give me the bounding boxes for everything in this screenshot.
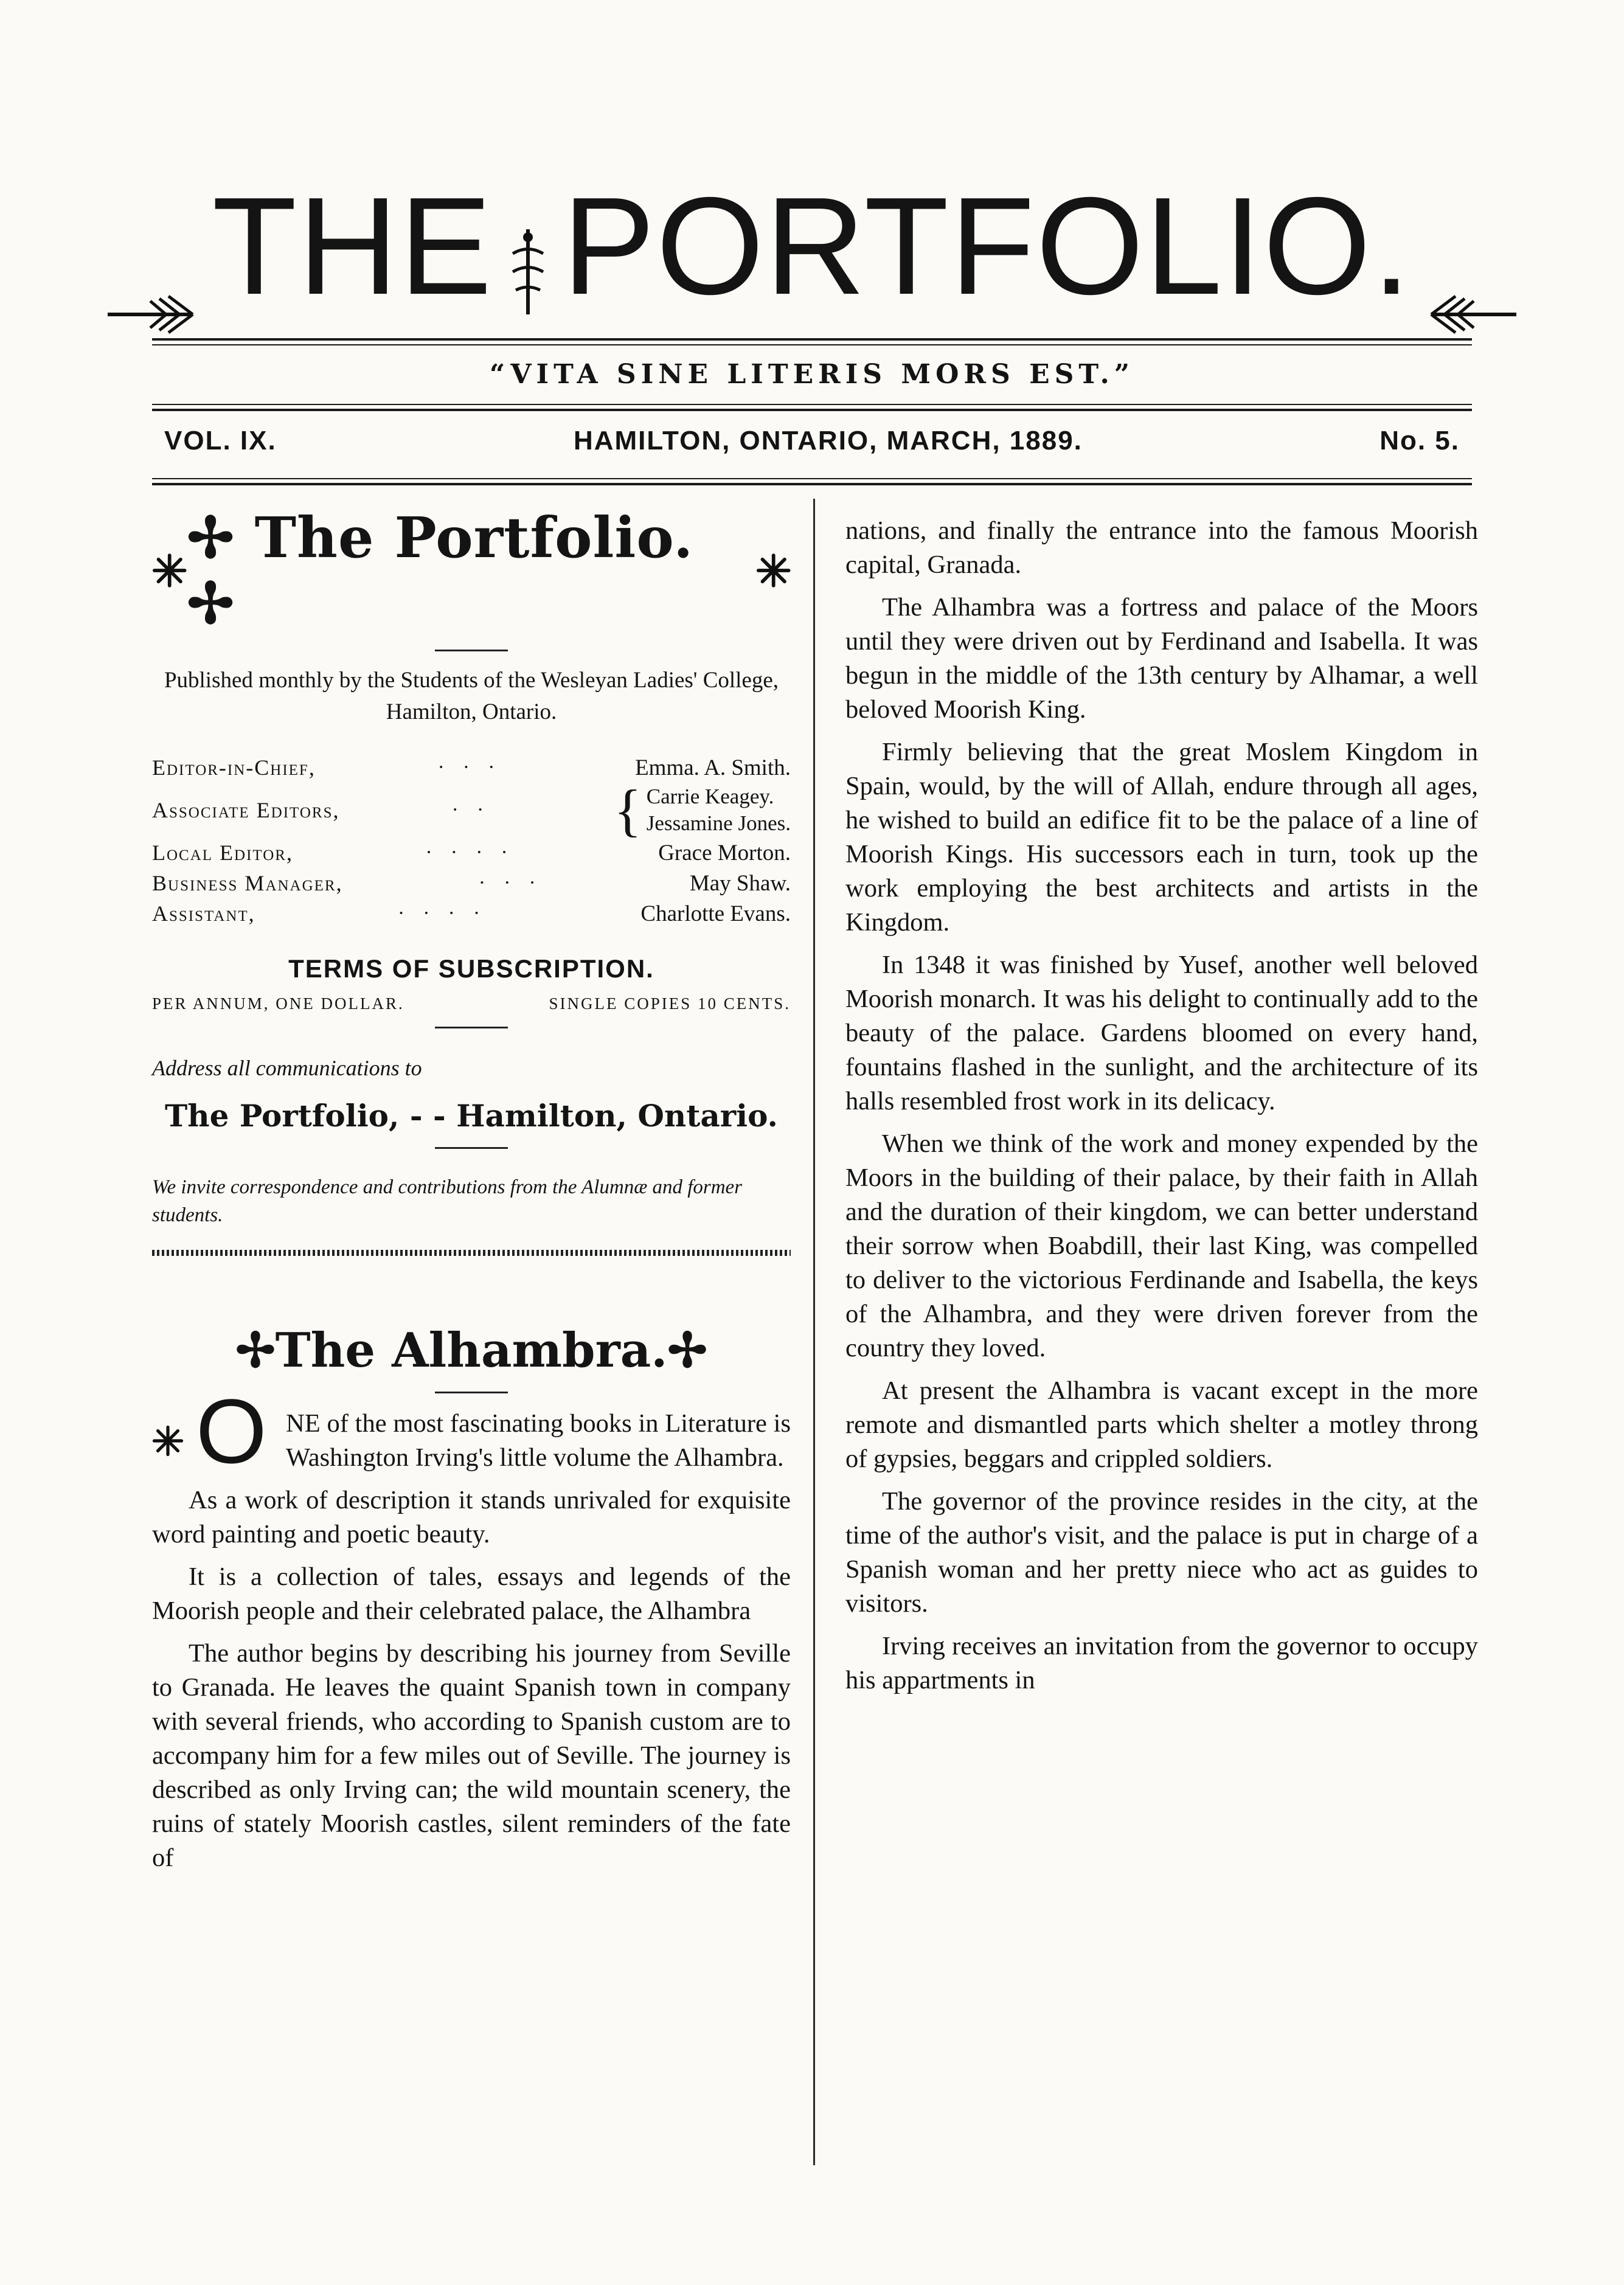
staff-row-editor: Editor-in-Chief, ··· Emma. A. Smith. [152, 755, 791, 780]
info-rule-thin [152, 478, 1472, 479]
staff-row-business: Business Manager, ··· May Shaw. [152, 870, 791, 896]
masthead-word-portfolio: PORTFOLIO. [562, 169, 1412, 324]
paragraph: As a work of description it stands unrivaled for exquisite word painting and poetic beauty. [152, 1486, 791, 1548]
motto-rule [152, 409, 1472, 411]
issue-number: No. 5. [1379, 426, 1460, 456]
paragraph: It is a collection of tales, essays and legends of the Moorish people and their celebrated palace, the Alhambra [152, 1562, 791, 1625]
info-block-title: ✢ The Portfolio. ✢ [187, 505, 694, 636]
staff-row-local: Local Editor, ···· Grace Morton. [152, 840, 791, 865]
paragraph: The author begins by describing his journey from Seville to Granada. He leaves the quaint Spanish town in company with several friends, who according to Spanish custom are to accompany him for a few miles out of Seville. The journey is described as only Irving can; the wild mountain scenery, the ruins of stately Moorish castles, silent reminders of the fate of [152, 1639, 791, 1872]
issue-info-line [164, 426, 1460, 456]
info-rule [152, 483, 1472, 485]
article-body-left [152, 1380, 791, 1875]
contact-line: The Portfolio, - - Hamilton, Ontario. [165, 1098, 778, 1134]
masthead-rule-top-thin [152, 344, 1472, 345]
paragraph: When we think of the work and money expended by the Moors in the building of their palace, by their faith in Allah and the duration of their kingdom, we can better understand their sorrow when Boabdill, their last King, was compelled to deliver to the victorious Ferdinande and Isabella, the keys of the Alhambra, and they were driven forever from the country they loved. [845, 1129, 1478, 1362]
masthead [152, 164, 1472, 328]
masthead-rule-top [152, 338, 1472, 341]
associate-editor-2: Jessamine Jones. [646, 811, 791, 835]
address-line: Address all communications to [152, 1056, 422, 1080]
motto: “VITA SINE LITERIS MORS EST.” [489, 359, 1135, 390]
article-title: ✢The Alhambra.✢ [235, 1323, 707, 1378]
volume-label: VOL. IX. [164, 426, 277, 456]
asterism-icon [152, 553, 187, 588]
info-block-header [152, 505, 791, 636]
paragraph-continuation: nations, and finally the entrance into the famous Moorish capital, Granada. [845, 516, 1478, 579]
staff-row-associate: Associate Editors, ·· { Carrie Keagey. Jessamine Jones. [152, 777, 791, 842]
column-divider [813, 499, 815, 2165]
terms-heading: TERMS OF SUBSCRIPTION. [288, 954, 654, 983]
asterism-icon [756, 553, 791, 588]
drop-cap: O [152, 1407, 280, 1468]
asterism-icon [152, 1425, 184, 1457]
paragraph: Firmly believing that the great Moslem Kingdom in Spain, would, by the will of Allah, endure through all ages, he wished to build an edifice fit to be the palace of a line of Moorish Kings. His successors each in turn, took up the work employing the best architects and artists in the Kingdom. [845, 738, 1478, 937]
associate-editor-1: Carrie Keagey. [646, 785, 774, 808]
terms-line: PER ANNUM, ONE DOLLAR. SINGLE COPIES 10 CENTS. [152, 994, 791, 1013]
publication-note: Published monthly by the Students of the Wesleyan Ladies' College, Hamilton, Ontario. [164, 668, 779, 724]
masthead-title [108, 169, 1517, 324]
hatched-divider [152, 1250, 791, 1256]
paragraph: The governor of the province resides in the city, at the time of the author's visit, and the palace is put in charge of a Spanish woman and her pretty niece who act as guides to visitors. [845, 1487, 1478, 1618]
article-body-right [845, 514, 1478, 1697]
short-rule [435, 1392, 508, 1393]
paragraph: O NE of the most fascinating books in Literature is Washington Irving's little volume the Alhambra. [152, 1407, 791, 1475]
staff-list [152, 752, 791, 929]
motto-rule-thin [152, 404, 1472, 405]
left-column [152, 505, 791, 1875]
arrow-ornament-right-icon [1425, 222, 1516, 271]
short-rule [435, 650, 508, 651]
invitation-note: We invite correspondence and contributions from the Alumnæ and former students. [152, 1176, 743, 1226]
arrow-ornament-left-icon [108, 222, 199, 271]
paragraph: In 1348 it was finished by Yusef, another well beloved Moorish monarch. It was his delight to continually add to the beauty of the palace. Gardens bloomed on every hand, fountains flashed in the sunlight, and the architecture of its halls resembled frost work in its delicacy. [845, 951, 1478, 1115]
staff-row-assistant: Assistant, ···· Charlotte Evans. [152, 901, 791, 926]
cross-ornament-icon [507, 201, 549, 292]
location-date: HAMILTON, ONTARIO, MARCH, 1889. [573, 426, 1083, 456]
short-rule [435, 1027, 508, 1028]
masthead-word-the: THE [212, 169, 493, 324]
paragraph: Irving receives an invitation from the governor to occupy his appartments in [845, 1632, 1478, 1694]
short-rule [435, 1147, 508, 1149]
paragraph: At present the Alhambra is vacant except in the more remote and dismantled parts which shelter a motley throng of gypsies, beggars and crippled soldiers. [845, 1376, 1478, 1473]
paragraph: The Alhambra was a fortress and palace of the Moors until they were driven out by Ferdinand and Isabella. It was begun in the middle of the 13th century by Alhamar, a well beloved Moorish King. [845, 593, 1478, 724]
